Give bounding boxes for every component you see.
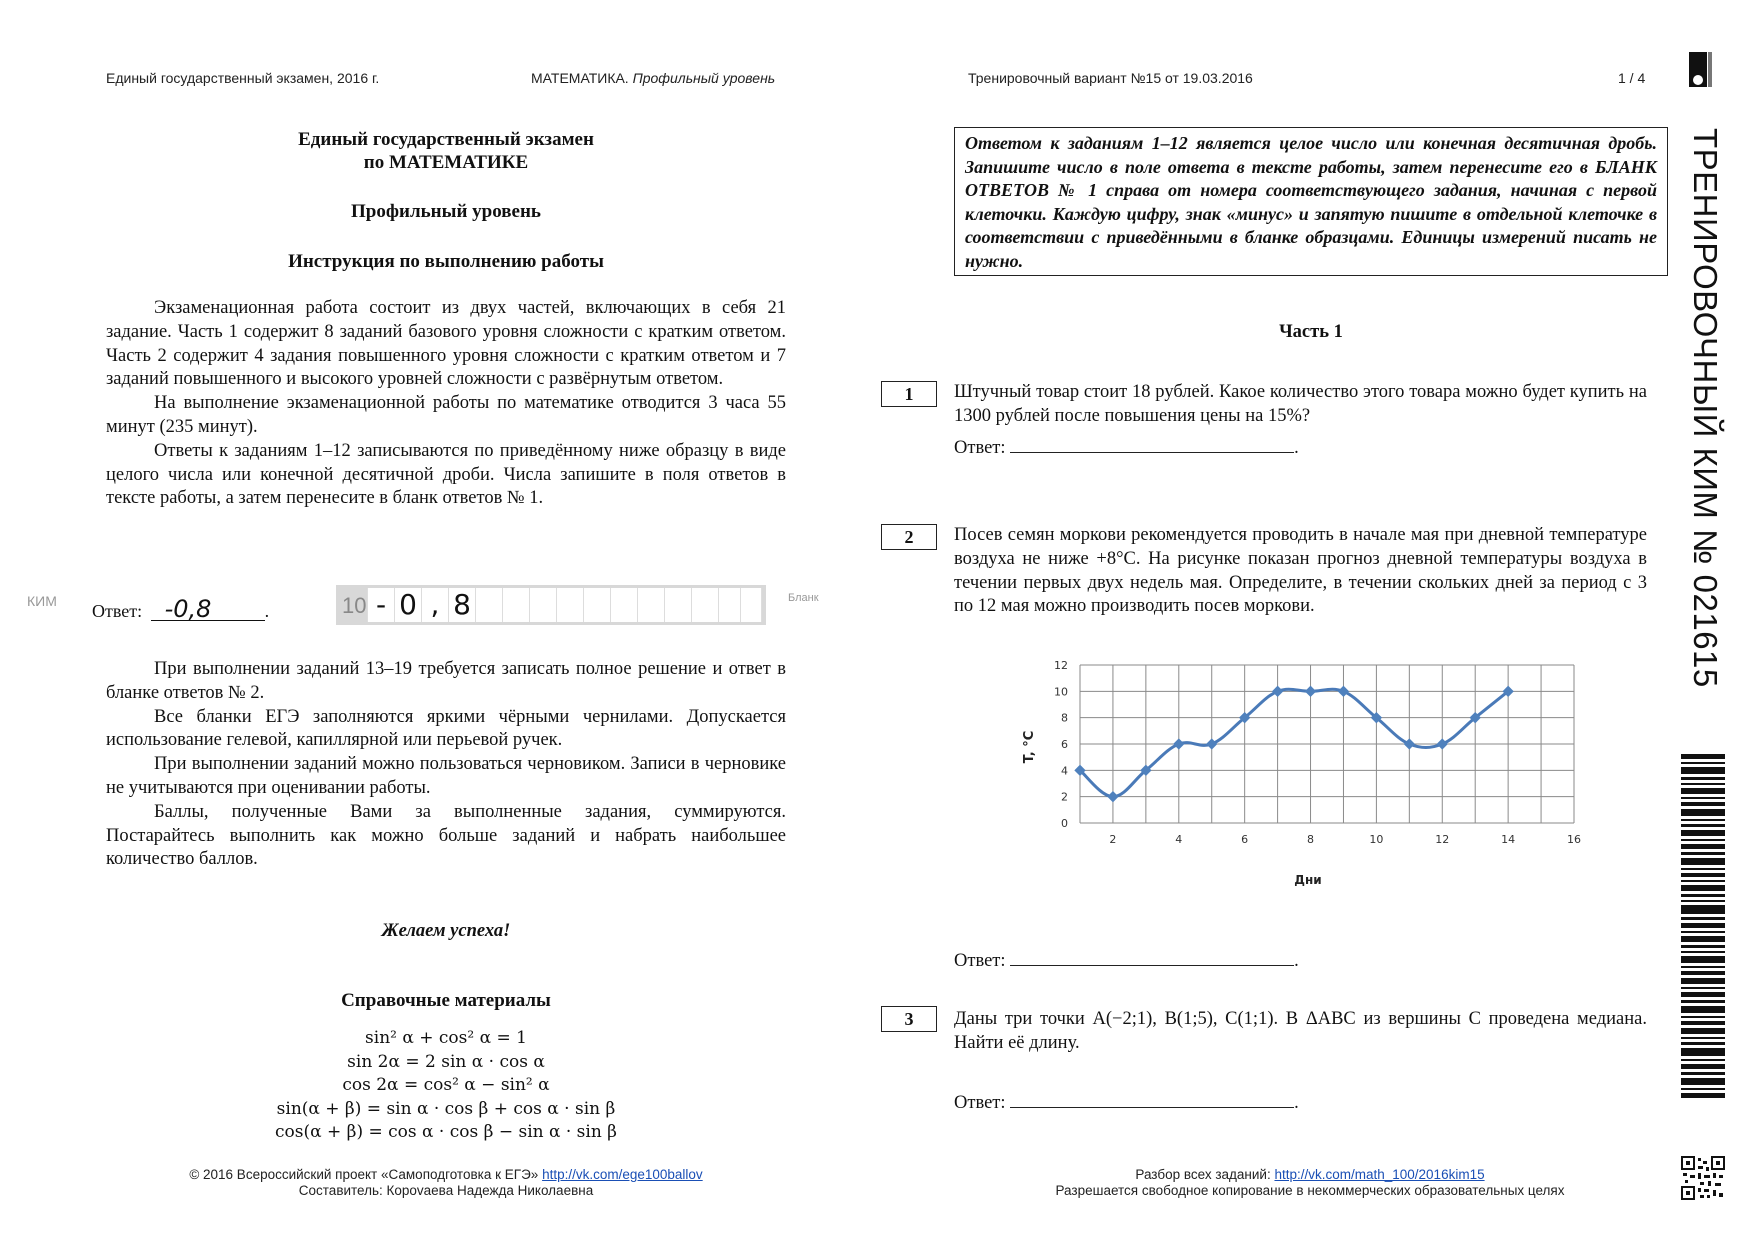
formula: sin(α + β) = sin α · cos β + cos α · sin β <box>276 1098 616 1119</box>
sample-cell: , <box>421 588 449 622</box>
vertical-kim-title: ТРЕНИРОВОЧНЫЙ КИМ № 021615 <box>1687 128 1724 688</box>
instructions-para-4: При выполнении заданий 13–19 требуется записать полное решение и ответ в бланке ответов № 2. <box>106 659 786 703</box>
sample-cell: - <box>367 588 395 622</box>
chart-data-point <box>1404 738 1415 749</box>
formula: cos(α + β) = cos α · cos β − sin α · sin β <box>274 1122 618 1142</box>
reference-heading: Справочные материалы <box>341 990 551 1011</box>
part-heading: Часть 1 <box>1279 322 1343 342</box>
sample-cell <box>502 588 530 622</box>
task-number-3: 3 <box>881 1006 937 1032</box>
sample-kim-label: КИМ <box>27 593 57 609</box>
chart-data-point <box>1206 738 1217 749</box>
footer-right-block <box>1000 1167 1620 1199</box>
sample-cell <box>556 588 584 622</box>
sample-cell <box>610 588 638 622</box>
instructions-para-2: На выполнение экзаменационной работы по математике отводится 3 часа 55 минут (235 минут). <box>106 393 786 437</box>
svg-text:12: 12 <box>1054 659 1068 672</box>
temperature-chart <box>1000 655 1600 895</box>
footer-solutions-label: Разбор всех заданий: <box>1135 1167 1271 1182</box>
footer-left <box>106 1167 786 1199</box>
task-number-2: 2 <box>881 524 937 550</box>
svg-text:4: 4 <box>1175 833 1183 846</box>
sample-blank-row <box>336 585 766 625</box>
instructions-para-3: Ответы к заданиям 1–12 записываются по приведённому ниже образцу в виде целого числа или конечной десятичной дроби. Числа запишите в поля ответов в тексте работы, а затем перенесите в бланк ответов № 1. <box>106 440 786 509</box>
task-number-1: 1 <box>881 381 937 407</box>
answer-instructions-box: Ответом к заданиям 1–12 является целое число или конечная десятичная дробь. Запишите число в поле ответа в тексте работы, затем перенесите его в БЛАНК ОТВЕТОВ № 1 справа от номера соответствующего задания, начиная с первой клеточки. Каждую цифру, знак «минус» и запятую пишите в отдельной клеточке в соответствии с приведёнными в бланке образцами. Единицы измерений писать не нужно. <box>954 127 1668 276</box>
chart-x-ticks <box>1109 833 1581 846</box>
task-3-text: Даны три точки A(−2;1), B(1;5), C(1;1). В ΔABC из вершины C проведена медиана. Найти её длину. <box>954 1009 1647 1053</box>
exam-title-line2: по МАТЕМАТИКЕ <box>363 152 529 173</box>
svg-text:16: 16 <box>1567 833 1581 846</box>
good-luck-text: Желаем успеха! <box>381 921 511 941</box>
chart-x-label: Дни <box>1294 873 1322 887</box>
task-1-answer-label: Ответ: <box>954 438 1006 458</box>
svg-text:2: 2 <box>1109 833 1117 846</box>
footer-right-link[interactable]: http://vk.com/math_100/2016kim15 <box>1274 1167 1485 1182</box>
instructions-para-7: Баллы, полученные Вами за выполненные задания, суммируются. Постарайтесь выполнить как можно больше заданий и набрать наибольшее количество баллов. <box>106 801 786 870</box>
formula: sin 2α = 2 sin α · cos α <box>347 1051 545 1072</box>
task-3-answer-field[interactable] <box>1010 1089 1294 1108</box>
header-subject-level: Профильный уровень <box>632 70 776 86</box>
task-1-text: Штучный товар стоит 18 рублей. Какое количество этого товара можно будет купить на 1300 рублей после повышения цены на 15%? <box>954 382 1647 426</box>
sample-cell <box>529 588 557 622</box>
sample-cell <box>583 588 611 622</box>
instructions-block-1 <box>106 297 786 511</box>
chart-data-point <box>1305 686 1316 697</box>
task-2-text: Посев семян моркови рекомендуется проводить в начале мая при дневной температуре воздуха не ниже +8°C. На рисунке показан прогноз дневной температуры воздуха в течении первых двух недель мая. Определите, в течении скольких дней за период с 3 по 12 мая можно производить посев моркови. <box>954 525 1647 617</box>
header-variant: Тренировочный вариант №15 от 19.03.2016 <box>968 70 1253 86</box>
task-3-answer-label: Ответ: <box>954 1093 1006 1113</box>
svg-text:10: 10 <box>1369 833 1384 846</box>
footer-author: Составитель: Корovaева Надежда Николаевна <box>298 1183 594 1198</box>
task-3-answer: Ответ: . <box>954 1089 1299 1114</box>
footer-copyright: © 2016 Всероссийский проект «Самоподготовка к ЕГЭ» <box>189 1167 539 1182</box>
instructions-block-2 <box>106 658 786 872</box>
svg-text:10: 10 <box>1054 685 1068 699</box>
svg-text:0: 0 <box>1061 817 1068 830</box>
sample-cell: 8 <box>448 588 476 622</box>
sample-cell <box>740 588 762 622</box>
sample-cell <box>637 588 665 622</box>
exam-title-line1: Единый государственный экзамен <box>298 129 594 150</box>
sample-cell <box>664 588 692 622</box>
instructions-para-6: При выполнении заданий можно пользоваться черновиком. Записи в черновике не учитываются при оценивании работы. <box>106 754 786 798</box>
exam-level: Профильный уровень <box>351 201 541 222</box>
sample-answer: Ответ: -0,8 . <box>92 595 270 623</box>
svg-text:8: 8 <box>1061 711 1068 725</box>
task-2-answer: Ответ: . <box>954 947 1299 972</box>
instructions-para-5: Все бланки ЕГЭ заполняются яркими чёрными чернилами. Допускается использование гелевой, капиллярной или перьевой ручек. <box>106 706 786 751</box>
chart-data-point <box>1338 686 1349 697</box>
chart-data-point <box>1437 738 1448 749</box>
task-1-answer-field[interactable] <box>1010 434 1294 453</box>
svg-text:6: 6 <box>1061 738 1068 751</box>
temperature-chart-svg <box>1000 655 1600 895</box>
svg-text:12: 12 <box>1435 833 1450 846</box>
chart-data-point <box>1173 738 1184 749</box>
header-subject-name: МАТЕМАТИКА. <box>531 70 629 86</box>
footer-license: Разрешается свободное копирование в некоммерческих образовательных целях <box>1055 1183 1565 1198</box>
registration-mark-icon <box>1689 52 1713 87</box>
sample-cell <box>475 588 503 622</box>
exam-title <box>106 128 786 174</box>
sample-row-number: 10 <box>342 593 367 618</box>
svg-text:2: 2 <box>1061 790 1068 804</box>
chart-y-label: T, °C <box>1022 730 1037 764</box>
chart-data-point <box>1107 791 1118 802</box>
barcode-icon <box>1681 750 1725 1102</box>
sample-cell <box>691 588 719 622</box>
task-2-answer-field[interactable] <box>1010 947 1294 966</box>
task-1-answer: Ответ: . <box>954 434 1299 459</box>
sample-cell: 0 <box>394 588 422 622</box>
chart-data-point <box>1272 686 1283 697</box>
header-subject <box>531 70 775 86</box>
chart-y-ticks <box>1054 659 1068 830</box>
footer-left-link[interactable]: http://vk.com/ege100ballov <box>542 1167 703 1182</box>
instructions-para-1: Экзаменационная работа состоит из двух частей, включающих в себя 21 задание. Часть 1 содержит 8 заданий базового уровня сложности с кратким ответом. Часть 2 содержит 4 задания повышенного уровня сложности с кратким ответом и 7 заданий повышенного и высокого уровней сложности с развёрнутым ответом. <box>106 298 786 390</box>
sample-blank-label: Бланк <box>788 592 819 604</box>
svg-text:8: 8 <box>1307 833 1315 846</box>
page-number: 1 / 4 <box>1618 70 1646 86</box>
svg-text:6: 6 <box>1241 833 1249 846</box>
qr-code-icon <box>1680 1155 1726 1201</box>
task-2-answer-label: Ответ: <box>954 951 1006 971</box>
formula: cos 2α = cos² α − sin² α <box>342 1075 550 1095</box>
sample-answer-value: -0,8 <box>151 598 265 621</box>
header-exam-title: Единый государственный экзамен, 2016 г. <box>106 70 380 86</box>
formula: sin² α + cos² α = 1 <box>365 1028 527 1048</box>
svg-text:4: 4 <box>1061 764 1068 778</box>
formula-list <box>106 1027 786 1145</box>
instructions-heading: Инструкция по выполнению работы <box>288 251 604 272</box>
svg-text:14: 14 <box>1501 833 1516 846</box>
sample-answer-label: Ответ: <box>92 601 143 621</box>
